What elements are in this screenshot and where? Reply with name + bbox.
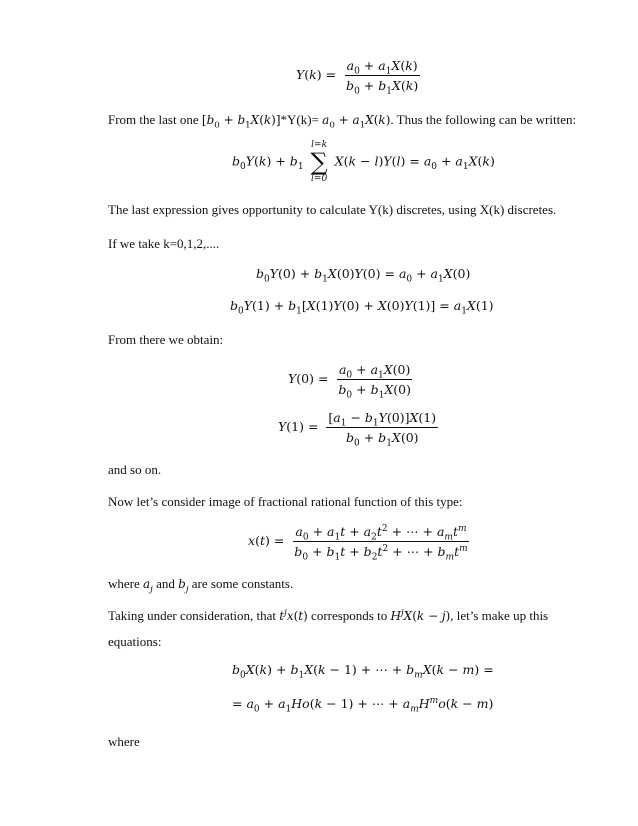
- paragraph-and-so-on: and so on.: [108, 462, 162, 477]
- equation-y0: Y(0) = $\frac{a_0 + a_1X(0)}{b_0 + b_1X(0)}$: [288, 362, 411, 401]
- text-from-last-prefix: From the last one: [108, 112, 199, 127]
- inline-tj-xt: $t^jx(t)$: [279, 608, 308, 623]
- text-from-last-mid: *Y(k)=: [280, 112, 319, 127]
- inline-aj: $a_j$: [143, 577, 153, 595]
- text-from-last-suffix: . Thus the following can be written:: [390, 112, 577, 127]
- text-taking-mid: corresponds to: [311, 608, 388, 623]
- inline-eq-bracket: $[b_0 + b_1X(k)]$: [201, 113, 281, 131]
- equation-y1: Y(1) = $\frac{[a_1 - b_1Y(0)]X(1)}{b_0 + b_1X(0)}$: [278, 410, 437, 449]
- text-where-and: and: [156, 576, 175, 591]
- paragraph-from-last: [108, 112, 577, 131]
- equation-sum-form: $b_0Y(k) + b_1$ l=k ∑ l=0 $X(k - l)Y(l) = a_0 + a_1X(k)$: [232, 140, 495, 184]
- paragraph-where-constants: [108, 576, 294, 595]
- paragraph-where-last: where: [108, 734, 140, 749]
- equation-xt-rational: x(t) = $\frac{a_0 + a_1t + a_2t^2 + \cdots + a_mt^m}{b_0 + b_1t + b_2t^2 + \cdots + b_mt^m}$: [248, 523, 468, 563]
- equation-yk-ratio: Y(k) = $\frac{a_0 + a_1X(k)}{b_0 + b_1X(k)}$: [296, 58, 419, 97]
- inline-eq-rhs: $a_0 + a_1X(k)$: [322, 113, 391, 131]
- equation-lhs-sum: $b_0X(k) + b_1X(k - 1)$ + ⋯ + $b_mX(k - m)$ =: [232, 662, 494, 681]
- paragraph-taking: [108, 608, 548, 624]
- equation-k1: $b_0Y(1) + b_1[X(1)Y(0) + X(0)Y(1)] = a_1X(1)$: [230, 298, 494, 317]
- text-where-suffix: are some constants.: [191, 576, 294, 591]
- paragraph-last-expression: The last expression gives opportunity to calculate Y(k) discretes, using X(k) discretes.: [108, 202, 557, 217]
- inline-hj-x: $H^jX(k - j)$: [390, 608, 451, 623]
- paragraph-equations: equations:: [108, 634, 162, 649]
- paragraph-now-consider: Now let’s consider image of fractional rational function of this type:: [108, 494, 463, 509]
- summation-symbol: l=k ∑ l=0: [310, 140, 328, 184]
- text-taking-prefix: Taking under consideration, that: [108, 608, 277, 623]
- equation-rhs-sum: = $a_0 + a_1Ho(k - 1)$ + ⋯ + $a_mH^mo(k - m)$: [232, 695, 494, 715]
- paragraph-from-there: From there we obtain:: [108, 332, 224, 347]
- equation-k0: $b_0Y(0) + b_1X(0)Y(0) = a_0 + a_1X(0)$: [256, 266, 471, 285]
- text-taking-suffix: , let’s make up this: [450, 608, 549, 623]
- text-where-prefix: where: [108, 576, 140, 591]
- inline-bj: $b_j$: [178, 577, 189, 595]
- paragraph-if-we-take: If we take k=0,1,2,....: [108, 236, 220, 251]
